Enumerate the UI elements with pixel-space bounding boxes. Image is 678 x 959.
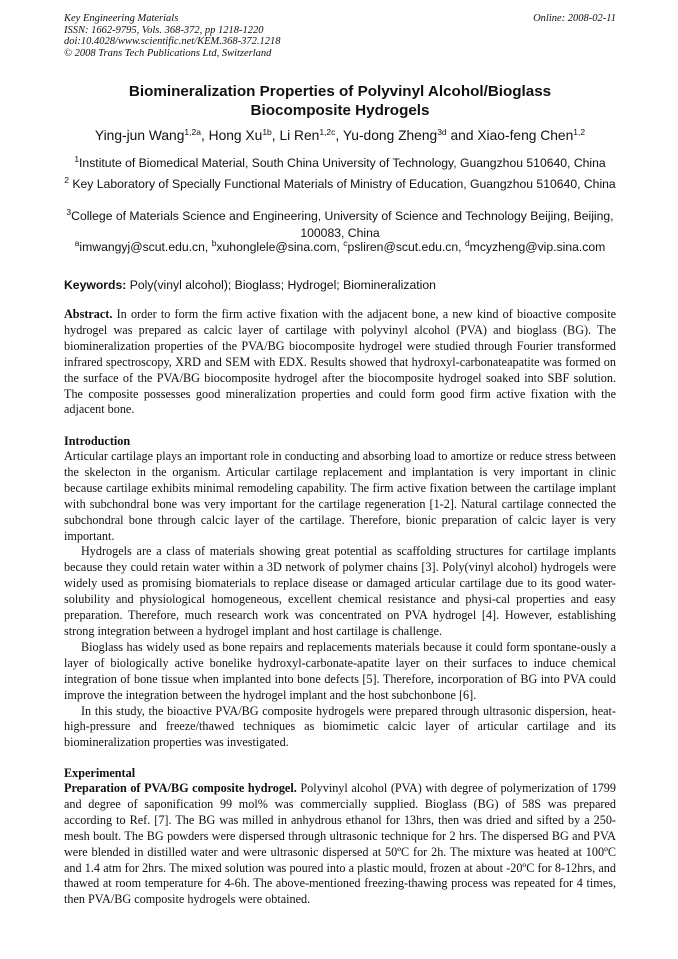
keywords-label: Keywords: (64, 278, 127, 292)
author: Xiao-feng Chen$^{1,2}$ (477, 126, 586, 143)
introduction-heading: Introduction (64, 434, 131, 448)
intro-paragraph-1: Articular cartilage plays an important role in conducting and absorbing load to amortize or reduce stress between the skelecton in the organism. Articular cartilage replacement and implantation is very important in clinic because cartilage exhibits minimal remodeling capability. The firm active fixation between the cartilage implant with subchondral bone was very important for the cartilage regeneration [1-2]. Natural cartilage connected the subchondral bone through calcic layer of the cartilage. Therefore, bionic preparation of calcic layer is very important. (64, 449, 616, 543)
intro-paragraph-4: In this study, the bioactive PVA/BG composite hydrogels were prepared through ultrasonic dispersion, heat-high-pressure and freeze/thawed techniques as biomimetic calcic layer of articular cartilage and its biomineralization properties was investigated. (64, 703, 616, 750)
author: Li Ren$^{1,2c}$, (279, 126, 343, 143)
author: Hong $Xu^{1b}$, (208, 126, 280, 143)
experimental-heading: Experimental (64, 766, 136, 780)
author: Ying-jun Wang$^{1,2a}$, (94, 126, 209, 143)
introduction-body (64, 449, 616, 751)
email[interactable]: $^d$mcyzheng@vip.sina.com (464, 237, 606, 254)
doi-line: doi:10.4028/www.scientific.net/KEM.368-372.1218 (64, 36, 281, 48)
intro-paragraph-3: Bioglass has widely used as bone repairs and replacements materials because it could form spontane-ously a layer of biologically active bonelike hydroxyl-carbonate-apatite layer on their surfaces to induce chemical integration of bone tissue when implanted into bone defects [5]. Therefore, incorporation of BG into PVA could improve the integration between the hydrogel implant and the host subchonbone [6]. (64, 639, 616, 702)
copyright-line: © 2008 Trans Tech Publications Ltd, Switzerland (64, 47, 272, 59)
title-line-2: Biocomposite Hydrogels (250, 102, 430, 119)
abstract (64, 307, 616, 418)
paper-title (64, 82, 616, 120)
experimental-lead: Preparation of PVA/BG composite hydrogel. (64, 781, 297, 795)
journal-header (64, 13, 616, 59)
keywords (64, 277, 616, 293)
affiliation-1: $^1$Institute of Biomedical Material, South China University of Technology, Guangzhou 510640, China (74, 153, 606, 170)
email[interactable]: $^c$psliren@scut.edu.cn, (343, 237, 465, 254)
issn-line: ISSN: 1662-9795, Vols. 368-372, pp 1218-1220 (64, 24, 264, 36)
experimental-body (64, 781, 616, 908)
title-line-1: Biomineralization Properties of Polyvinyl Alcohol/Bioglass (128, 83, 552, 100)
email-list (64, 239, 616, 255)
abstract-text: In order to form the firm active fixation with the adjacent bone, a new kind of bioactive composite hydrogel was prepared as calcic layer of cartilage with polyvinyl alcohol (PVA) and bioglass (BG). The biomineralization properties of the PVA/BG biocomposite hydrogel were studied through Fourier transformed infrared spectroscopy, XRD and SEM with EDX. Results showed that hydroxyl-carbonateapatite was formed on the surface of the PVA/BG biocomposite hydrogel after the biocomposite hydrogel soaked into SBF solution. The composite possesses good mineralization properties and could form good firm active fixation with the adjacent bone. (64, 307, 616, 417)
author: Yu-dong Zheng$^{3d}$ and (342, 126, 478, 143)
email[interactable]: $^a$imwangyj@scut.edu.cn, (74, 237, 212, 254)
experimental-text: Polyvinyl alcohol (PVA) with degree of polymerization of 1799 and degree of saponification 99 mol% was commercially supplied. Bioglass (BG) of 58S was prepared according to Ref. [7]. The BG was milled in anhydrous ethanol for 13hrs, then was dried and sifted by a 250-mesh boult. The BG powders were dispersed through ultrasonic technique for 2 hrs. The dispersed BG and PVA were blended in distilled water and were ultrasonic dispersed at 50ºC for 2h. The mixture was heated at 100ºC and 1.4 atm for 2hrs. The mixed solution was poured into a plastic mould, frozen at about -20ºC for 8-12hrs, and thawed at room temperature for 4-6h. The above-mentioned freezing-thawing process was repeated for 4 times, then PVA/BG composite hydrogels were obtained. (64, 781, 616, 907)
affiliation-3: $^3$College of Materials Science and Engineering, University of Science and Technology Beijing, Beijing, 100083, China (66, 206, 614, 240)
keywords-text: Poly(vinyl alcohol); Bioglass; Hydrogel; Biomineralization (126, 278, 436, 292)
email[interactable]: $^b$xuhonglele@sina.com, (211, 237, 344, 254)
intro-paragraph-2: Hydrogels are a class of materials showing great potential as scaffolding structures for cartilage implants because they could retain water within a 3D network of polymer chains [3]. Poly(vinyl alcohol) hydrogels were widely used as promising biomaterials to replace disease or damaged articular cartilage due to its good water-solubility and physiological homogeneous, excellent chemical resistance and physi-cal properties and easy preparation. Therefore, much research work was concentrated on PVA hydrogel [4]. However, establishing strong integration between a hydrogel implant and host cartilage is challenge. (64, 544, 616, 638)
abstract-label: Abstract. (64, 307, 113, 321)
author-list (64, 127, 616, 145)
journal-name: Key Engineering Materials (64, 13, 179, 24)
online-date: Online: 2008-02-11 (533, 13, 616, 24)
affiliation-2: $^2$ Key Laboratory of Specially Functional Materials of Ministry of Education, Guangzhou 510640, China (64, 174, 616, 191)
